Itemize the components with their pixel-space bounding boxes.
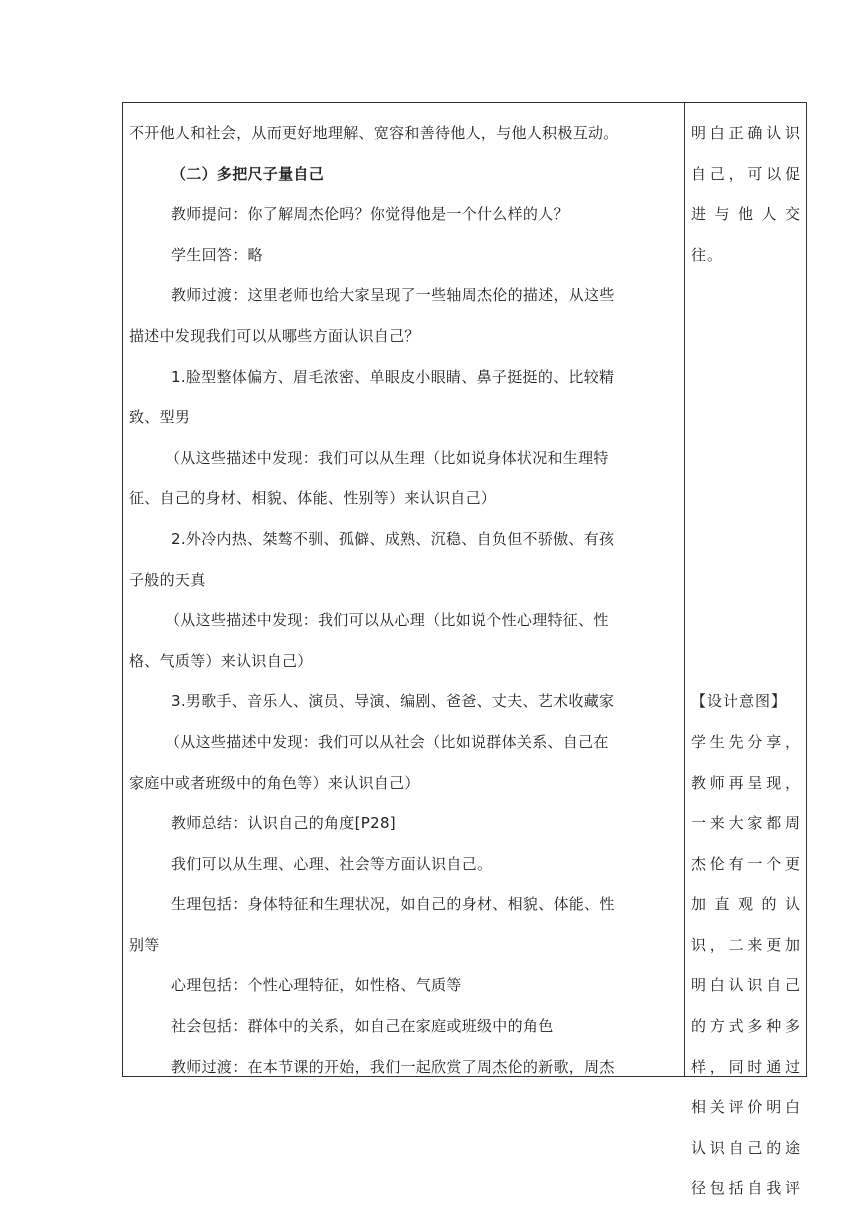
text-line: 生理包括：身体特征和生理状况，如自己的身材、相貌、体能、性 (171, 895, 615, 914)
text-line: 1.脸型整体偏方、眉毛浓密、单眼皮小眼睛、鼻子挺挺的、比较精 (171, 367, 615, 386)
side-spacer (691, 523, 801, 564)
column-divider (684, 103, 685, 1076)
side-text-line: 明白认识自己 (691, 976, 801, 995)
side-text-line: 识，二来更加 (691, 935, 801, 954)
text-line: 2.外冷内热、桀骜不驯、孤僻、成熟、沉稳、自负但不骄傲、有孩 (171, 529, 615, 548)
side-text-line: 认识自己的途 (691, 1138, 801, 1157)
text-line: （从这些描述中发现：我们可以从生理（比如说身体状况和生理特 (165, 448, 609, 467)
text-line: 教师总结：认识自己的角度[P28] (171, 814, 396, 833)
side-spacer (691, 361, 801, 402)
side-text-line: 一来大家都周 (691, 814, 801, 833)
side-text-line: 样，同时通过 (691, 1057, 801, 1076)
text-line: 学生回答：略 (171, 245, 263, 264)
side-text-line: 学生先分享， (691, 732, 801, 751)
side-spacer (691, 401, 801, 442)
text-line: 别等 (129, 935, 160, 954)
text-line: 社会包括：群体中的关系，如自己在家庭或班级中的角色 (171, 1017, 554, 1036)
text-line: 心理包括：个性心理特征，如性格、气质等 (171, 976, 462, 995)
side-text-line: 加直观的认 (691, 895, 801, 914)
section-heading: （二）多把尺子量自己 (171, 164, 325, 183)
text-line: 教师过渡：在本节课的开始，我们一起欣赏了周杰伦的新歌，周杰 (171, 1057, 615, 1076)
text-line: 我们可以从生理、心理、社会等方面认识自己。 (171, 854, 493, 873)
lesson-table (122, 102, 807, 1198)
text-line: 教师过渡：这里老师也给大家呈现了一些轴周杰伦的描述，从这些 (171, 286, 615, 305)
side-spacer (691, 604, 801, 645)
side-text-line: 进与他人交 (691, 205, 801, 224)
side-text-line: 明白正确认识 (691, 124, 801, 142)
text-line: 教师提问：你了解周杰伦吗？你觉得他是一个什么样的人？ (171, 205, 569, 224)
text-line: 征、自己的身材、相貌、体能、性别等）来认识自己） (129, 489, 497, 508)
side-text-line: 的方式多种多 (691, 1017, 801, 1036)
design-intent-heading: 【设计意图】 (691, 692, 788, 711)
text-line: 致、型男 (129, 408, 191, 427)
side-text-line: 自己，可以促 (691, 164, 801, 183)
side-spacer (691, 320, 801, 361)
side-spacer (691, 645, 801, 686)
side-spacer (691, 442, 801, 483)
text-line: 不开他人和社会，从而更好地理解、宽容和善待他人，与他人积极互动。 (129, 124, 619, 142)
design-intent-column (691, 117, 801, 1213)
side-text-line: 教师再呈现， (691, 773, 801, 792)
text-line: 格、气质等）来认识自己） (129, 651, 313, 670)
text-line: 3.男歌手、音乐人、演员、导演、编剧、爸爸、丈夫、艺术收藏家 (171, 692, 615, 711)
side-text-line: 径包括自我评 (691, 1179, 801, 1198)
text-line: （从这些描述中发现：我们可以从社会（比如说群体关系、自己在 (165, 732, 609, 751)
teaching-process-column (129, 117, 679, 1091)
side-spacer (691, 482, 801, 523)
side-text-line: 杰伦有一个更 (691, 854, 801, 873)
text-line: （从这些描述中发现：我们可以从心理（比如说个性心理特征、性 (165, 611, 609, 630)
text-line: 家庭中或者班级中的角色等）来认识自己） (129, 773, 420, 792)
text-line: 描述中发现我们可以从哪些方面认识自己？ (129, 326, 420, 345)
side-spacer (691, 564, 801, 605)
side-text-line: 相关评价明白 (691, 1098, 801, 1117)
text-line: 子般的天真 (129, 570, 206, 589)
side-text-line: 往。 (691, 245, 724, 264)
side-spacer (691, 279, 801, 320)
